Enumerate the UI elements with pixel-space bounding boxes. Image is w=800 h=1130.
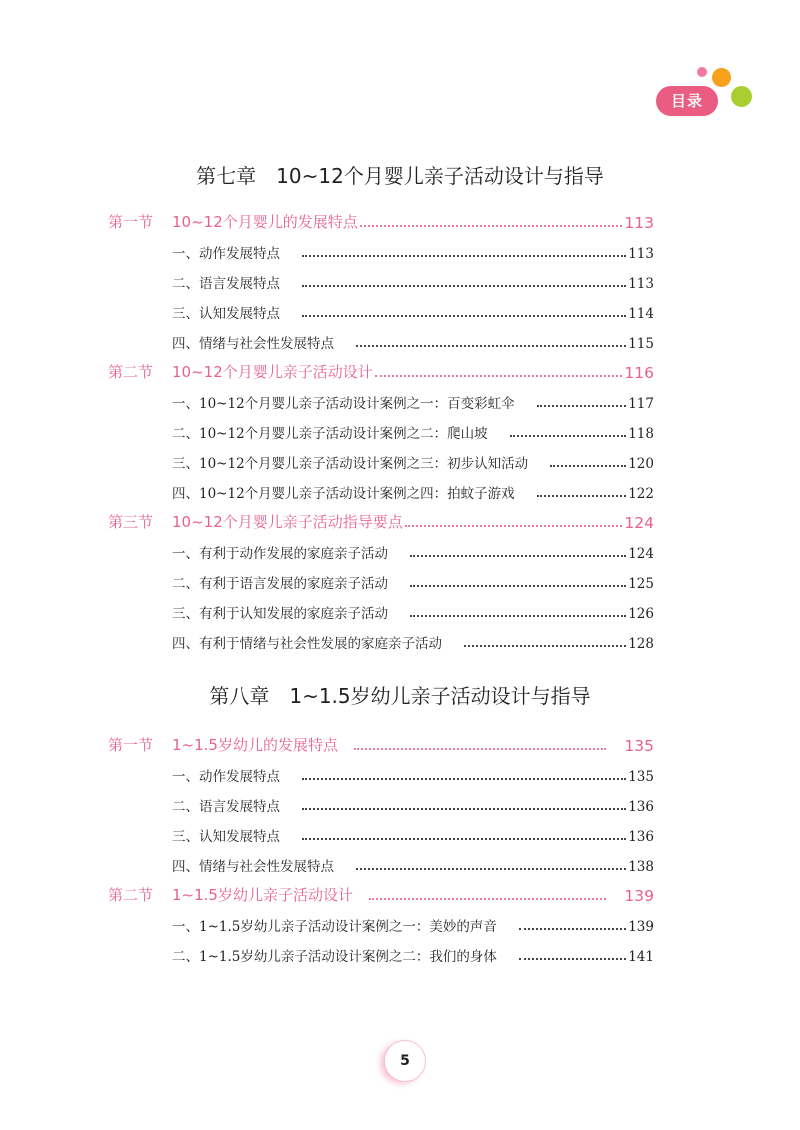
toc-section[interactable] [108, 508, 654, 532]
dot-leader [302, 285, 626, 287]
decor-dot-orange [712, 68, 731, 87]
item-page: 118 [628, 426, 654, 442]
item-page: 126 [628, 606, 654, 622]
toc-section[interactable] [108, 358, 654, 382]
toc-item[interactable] [172, 298, 654, 322]
section-number: 第一节 [108, 213, 154, 231]
toc-item[interactable] [172, 538, 654, 562]
item-page: 136 [628, 829, 654, 845]
item-title: 三、10~12个月婴儿亲子活动设计案例之三：初步认知活动 [172, 456, 529, 472]
toc-item[interactable] [172, 478, 654, 502]
item-title: 三、认知发展特点 [172, 306, 280, 322]
toc-item[interactable] [172, 851, 654, 875]
dot-leader [356, 345, 626, 347]
decor-dot-pink [697, 67, 707, 77]
item-page: 120 [628, 456, 654, 472]
dot-leader [510, 435, 627, 437]
section-page: 116 [624, 364, 654, 382]
section-number: 第二节 [108, 886, 154, 904]
toc-item[interactable] [172, 568, 654, 592]
dot-leader [302, 315, 626, 317]
toc-item[interactable] [172, 911, 654, 935]
item-title: 一、动作发展特点 [172, 769, 280, 785]
section-page: 124 [624, 514, 654, 532]
decor-dot-green [731, 86, 752, 107]
item-title: 三、有利于认知发展的家庭亲子活动 [172, 606, 388, 622]
section-page: 139 [624, 887, 654, 905]
section-title: 10~12个月婴儿亲子活动指导要点 [172, 513, 403, 531]
item-title: 四、情绪与社会性发展特点 [172, 859, 334, 875]
toc-item[interactable] [172, 791, 654, 815]
item-page: 113 [628, 246, 654, 262]
dot-leader [302, 255, 626, 257]
toc-item[interactable] [172, 821, 654, 845]
dot-leader [519, 958, 626, 960]
item-page: 122 [628, 486, 654, 502]
toc-item[interactable] [172, 418, 654, 442]
section-page: 135 [624, 737, 654, 755]
section-title: 1~1.5岁幼儿亲子活动设计 [172, 886, 353, 904]
chapter-title: 第七章 10~12个月婴儿亲子活动设计与指导 [196, 164, 604, 188]
toc-item[interactable] [172, 761, 654, 785]
item-page: 125 [628, 576, 654, 592]
section-title: 10~12个月婴儿的发展特点 [172, 213, 358, 231]
dot-leader [302, 838, 626, 840]
dot-leader [354, 748, 606, 750]
item-title: 一、有利于动作发展的家庭亲子活动 [172, 546, 388, 562]
item-title: 二、语言发展特点 [172, 799, 280, 815]
toc-item[interactable] [172, 268, 654, 292]
section-page: 113 [624, 214, 654, 232]
chapter-title: 第八章 1~1.5岁幼儿亲子活动设计与指导 [209, 684, 591, 708]
toc-badge: 目录 [656, 86, 718, 116]
item-title: 一、动作发展特点 [172, 246, 280, 262]
item-title: 二、语言发展特点 [172, 276, 280, 292]
toc-item[interactable] [172, 388, 654, 412]
item-page: 138 [628, 859, 654, 875]
item-page: 141 [628, 949, 654, 965]
toc-item[interactable] [172, 238, 654, 262]
dot-leader [375, 375, 623, 377]
toc-item[interactable] [172, 628, 654, 652]
dot-leader [537, 405, 627, 407]
section-number: 第二节 [108, 363, 154, 381]
toc-section[interactable] [108, 881, 654, 905]
dot-leader [550, 465, 626, 467]
toc-item[interactable] [172, 448, 654, 472]
item-title: 四、情绪与社会性发展特点 [172, 336, 334, 352]
item-title: 一、10~12个月婴儿亲子活动设计案例之一：百变彩虹伞 [172, 396, 515, 412]
section-number: 第三节 [108, 513, 154, 531]
item-page: 115 [628, 336, 654, 352]
dot-leader [410, 555, 626, 557]
toc-item[interactable] [172, 328, 654, 352]
item-title: 二、10~12个月婴儿亲子活动设计案例之二：爬山坡 [172, 426, 488, 442]
dot-leader [405, 525, 623, 527]
item-title: 二、有利于语言发展的家庭亲子活动 [172, 576, 388, 592]
item-page: 139 [628, 919, 654, 935]
item-title: 四、10~12个月婴儿亲子活动设计案例之四：拍蚊子游戏 [172, 486, 515, 502]
item-page: 128 [628, 636, 654, 652]
dot-leader [410, 585, 626, 587]
item-title: 四、有利于情绪与社会性发展的家庭亲子活动 [172, 636, 442, 652]
dot-leader [519, 928, 626, 930]
section-title: 1~1.5岁幼儿的发展特点 [172, 736, 338, 754]
toc-item[interactable] [172, 598, 654, 622]
dot-leader [410, 615, 626, 617]
toc-section[interactable] [108, 208, 654, 232]
dot-leader [360, 225, 623, 227]
section-title: 10~12个月婴儿亲子活动设计 [172, 363, 373, 381]
section-number: 第一节 [108, 736, 154, 754]
item-title: 一、1~1.5岁幼儿亲子活动设计案例之一：美妙的声音 [172, 919, 497, 935]
toc-item[interactable] [172, 941, 654, 965]
item-page: 136 [628, 799, 654, 815]
item-title: 二、1~1.5岁幼儿亲子活动设计案例之二：我们的身体 [172, 949, 497, 965]
dot-leader [356, 868, 626, 870]
toc-section[interactable] [108, 731, 654, 755]
page-number: 5 [384, 1040, 426, 1082]
dot-leader [537, 495, 627, 497]
dot-leader [464, 645, 626, 647]
dot-leader [302, 808, 626, 810]
item-page: 113 [628, 276, 654, 292]
dot-leader [302, 778, 626, 780]
dot-leader [369, 898, 606, 900]
item-page: 114 [628, 306, 654, 322]
item-page: 117 [628, 396, 654, 412]
item-title: 三、认知发展特点 [172, 829, 280, 845]
item-page: 135 [628, 769, 654, 785]
item-page: 124 [628, 546, 654, 562]
